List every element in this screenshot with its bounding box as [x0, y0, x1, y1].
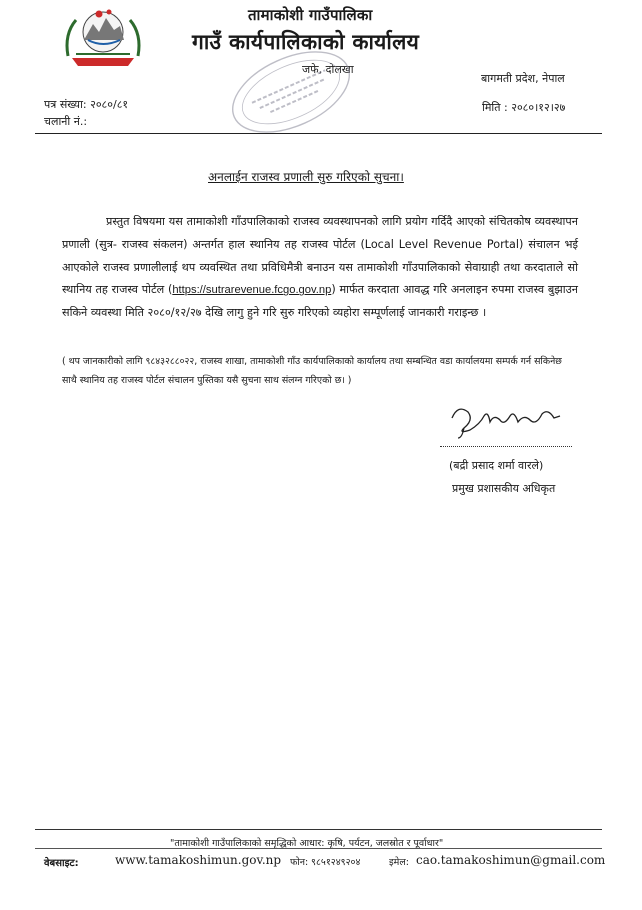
handwritten-signature — [444, 400, 566, 440]
footer-motto: "तामाकोशी गाउँपालिकाको समृद्धिको आधार: कृषि, पर्यटन, जलस्रोत र पूर्वाधार" — [170, 838, 444, 849]
dispatch-number: चलानी नं.: — [44, 115, 88, 128]
signatory-title: प्रमुख प्रशासकीय अधिकृत — [452, 482, 556, 495]
website-label: वेबसाइट: — [44, 858, 79, 869]
signatory-name: (बद्री प्रसाद शर्मा वारले) — [449, 459, 544, 472]
email-label: इमेल: — [389, 857, 409, 868]
office-title: गाउँ कार्यपालिकाको कार्यालय — [192, 30, 420, 54]
notice-body-part1: प्रस्तुत विषयमा यस तामाकोशी गाँउपालिकाको राजस्व व्यवस्थापनको लागि प्रयोग गर्दिदै आएको संचितकोष व्यवस्थापन प्रणाली (सुत्र- राजस्व संकलन) अन्तर्गत हाल स्थानिय तह राजस्व पोर्टल (Local Level Revenue Portal) संचालन भई आएकोले राजस्व प्रणालीलाई थप व्यवस्थित तथा प्रविधिमैत्री बनाउन यस तामाकोशी गाँउपालिकाको सेवाग्राही तथा करदाताले सो स्थानिय तह राजस्व पोर्टल ( — [62, 215, 578, 297]
nepal-emblem-icon — [62, 6, 144, 72]
email-link[interactable]: cao.tamakoshimun@gmail.com — [416, 853, 606, 867]
office-province: बागमती प्रदेश, नेपाल — [481, 72, 565, 85]
office-address: जफे, दोलखा — [302, 63, 354, 76]
notice-note: ( थप जानकारीको लागि ९८४३२८८०२२, राजस्व शाखा, तामाकोशी गाँउ कार्यपालिकाको कार्यालय तथा सम्बन्धित वडा कार्यालयमा सम्पर्क गर्न सकिनेछ साथै स्थानिय तह राजस्व पोर्टल संचालन पुस्तिका यसै सुचना साथ संलग्न गरिएको छ। ) — [62, 356, 562, 386]
website-link[interactable]: www.tamakoshimun.gov.np — [115, 853, 282, 867]
reference-number: पत्र संख्या: २०८०/८१ — [44, 98, 129, 111]
phone-label: फोन: — [290, 857, 309, 868]
office-name: तामाकोशी गाउँपालिका — [248, 6, 373, 24]
phone-number: ९८५१२४९२०४ — [311, 857, 361, 868]
letter-date: मिति : २०८०।१२।२७ — [482, 101, 566, 114]
office-seal — [216, 46, 366, 138]
notice-body-part2: ) मार्फत करदाता आवद्ध गरि अनलाइन रुपमा राजस्व बुझाउन सकिने व्यवस्था मिति २०८०/१२/२७ देखि लागु हुने गरि सुरु गरिएको व्यहोरा सम्पूर्णलाई जानकारी गराइन्छ । — [62, 283, 578, 320]
header-divider — [35, 133, 602, 134]
notice-subject: अनलाईन राजस्व प्रणाली सुरु गरिएको सुचना। — [208, 170, 404, 184]
notice-body — [62, 211, 578, 325]
footer-divider — [35, 829, 602, 830]
revenue-portal-link[interactable]: https://sutrarevenue.fcgo.gov.np — [172, 284, 332, 297]
footer-divider-2 — [35, 848, 602, 849]
signature-line — [440, 446, 572, 447]
